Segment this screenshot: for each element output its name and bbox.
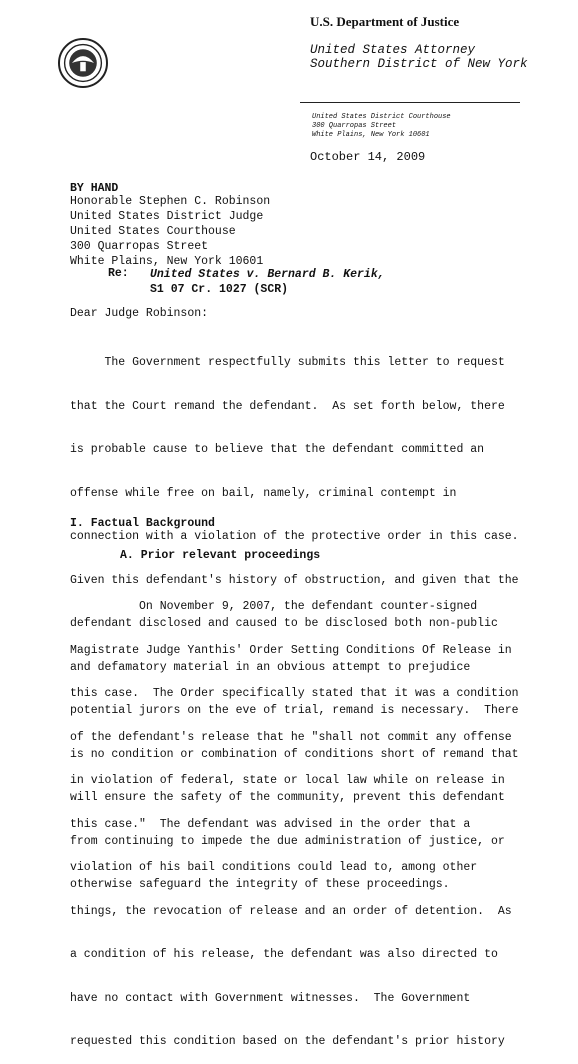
delivery-method: BY HAND <box>70 182 119 195</box>
text-line: Given this defendant's history of obstruction, and given that the <box>70 573 519 587</box>
text-line: violation of his bail conditions could lead to, among other <box>70 861 478 874</box>
text-line: The Government respectfully submits this letter to request <box>70 356 505 369</box>
text-line: requested this condition based on the defendant's prior history <box>70 1035 505 1048</box>
salutation: Dear Judge Robinson: <box>70 307 209 320</box>
text-line: of the defendant's release that he "shall not commit any offense <box>70 730 512 744</box>
recipient-address <box>70 194 270 269</box>
address-line: 300 Quarropas Street <box>312 122 397 130</box>
text-line: from continuing to impede the due administration of justice, or <box>70 834 505 848</box>
section-heading: I. Factual Background <box>70 517 215 530</box>
address-line: White Plains, New York 10601 <box>312 131 430 139</box>
subsection-heading: A. Prior relevant proceedings <box>120 549 321 562</box>
office-line: Southern District of New York <box>310 57 528 71</box>
office-line: United States Attorney <box>310 43 476 57</box>
re-line: S1 07 Cr. 1027 (SCR) <box>150 283 289 296</box>
text-line: potential jurors on the eve of trial, remand is necessary. There <box>70 704 519 717</box>
text-line: On November 9, 2007, the defendant counter-signed <box>70 600 478 613</box>
text-line: and defamatory material in an obvious attempt to prejudice <box>70 660 471 674</box>
recipient-line: 300 Quarropas Street <box>70 240 209 253</box>
address-line: United States District Courthouse <box>312 113 451 121</box>
office-address <box>312 113 451 140</box>
recipient-line: Honorable Stephen C. Robinson <box>70 195 271 208</box>
re-line: United States v. Bernard B. Kerik, <box>150 268 385 281</box>
text-line: connection with a violation of the protective order in this case. <box>70 530 519 543</box>
text-line: this case. The Order specifically stated that it was a condition <box>70 687 519 700</box>
recipient-line: United States District Judge <box>70 210 264 223</box>
text-line: is no condition or combination of conditions short of remand that <box>70 747 519 761</box>
letterhead-divider <box>300 102 520 103</box>
text-line: will ensure the safety of the community, prevent this defendant <box>70 791 505 804</box>
text-line: defendant disclosed and caused to be disclosed both non-public <box>70 617 498 630</box>
text-line: that the Court remand the defendant. As set forth below, there <box>70 399 505 413</box>
re-subject <box>150 267 385 297</box>
recipient-line: United States Courthouse <box>70 225 236 238</box>
recipient-line: White Plains, New York 10601 <box>70 255 264 268</box>
text-line: things, the revocation of release and an order of detention. As <box>70 904 512 918</box>
text-line: in violation of federal, state or local law while on release in <box>70 774 505 787</box>
text-line: otherwise safeguard the integrity of these proceedings. <box>70 878 450 891</box>
re-label: Re: <box>108 267 129 280</box>
office-name <box>310 43 528 71</box>
text-line: offense while free on bail, namely, criminal contempt in <box>70 486 457 500</box>
letter-date: October 14, 2009 <box>310 150 426 164</box>
paragraph-proceedings <box>70 571 519 1064</box>
text-line: this case." The defendant was advised in the order that a <box>70 817 471 831</box>
text-line: Magistrate Judge Yanthis' Order Setting Conditions Of Release in <box>70 643 512 657</box>
text-line: is probable cause to believe that the defendant committed an <box>70 443 485 456</box>
department-name: U.S. Department of Justice <box>310 14 460 29</box>
text-line: a condition of his release, the defendant was also directed to <box>70 948 498 961</box>
text-line: have no contact with Government witnesses. The Government <box>70 991 471 1005</box>
doj-seal-icon <box>58 38 108 88</box>
